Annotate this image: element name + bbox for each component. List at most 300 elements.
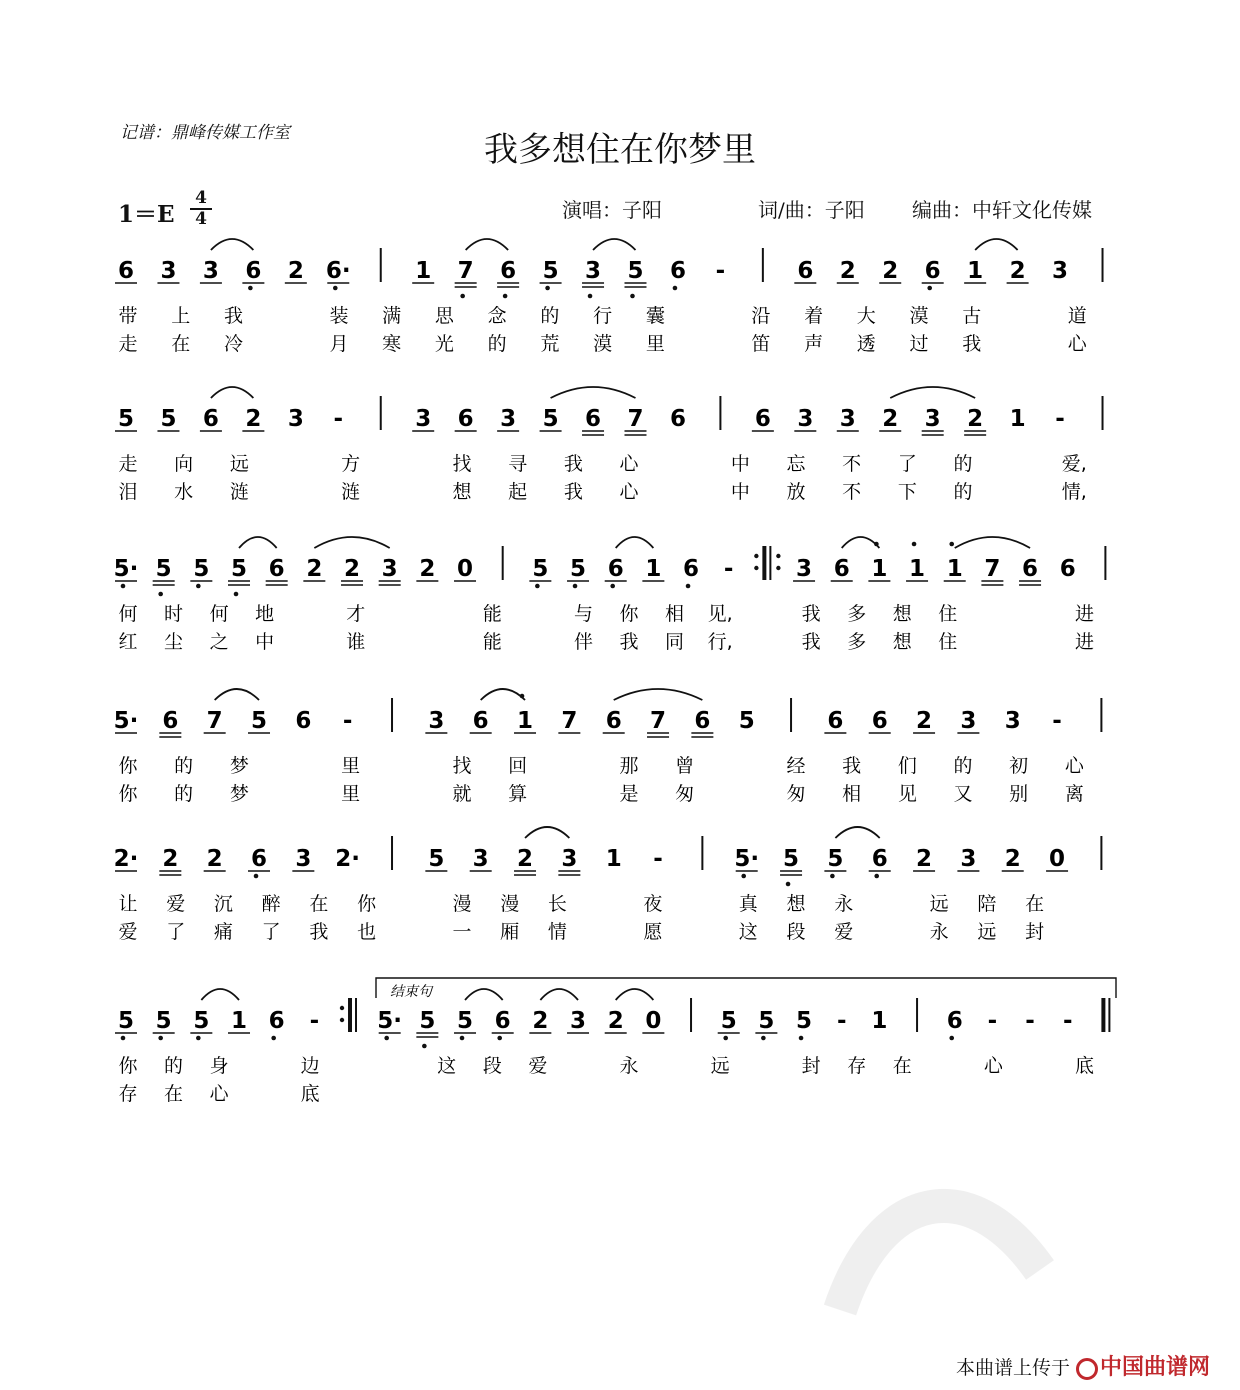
lyric-char: 囊 [645,305,665,327]
lyric-char: 封 [1025,921,1045,943]
lyric-char: 进 [1074,631,1094,653]
lyric-char: 是 [619,783,639,805]
note: 3 [797,406,814,432]
note: 5 [193,1008,210,1034]
note: 6 [607,556,624,582]
note: - [1025,1008,1035,1034]
note: - [1055,406,1065,432]
lyric-char: 涟 [229,481,249,503]
note: 6 [268,1008,285,1034]
note: 1 [645,556,662,582]
octave-low-dot [545,286,550,291]
note: 6 [494,1008,511,1034]
octave-low-dot [830,874,835,879]
note: 6 [268,556,285,582]
lyric-char: 心 [983,1055,1003,1077]
lyric-char: 别 [1009,783,1029,805]
note: - [333,406,344,432]
octave-low-dot [384,1036,389,1041]
lyric-char: 梦 [229,755,249,777]
note: - [723,556,734,582]
lyric-char: 远 [929,893,949,915]
note: 3 [428,708,445,734]
lyric-char: 醉 [261,893,281,915]
octave-low-dot [874,874,879,879]
slur [614,689,703,700]
lyric-char: 痛 [213,921,233,943]
lyric-char: 泪 [118,481,138,503]
lyric-char: 心 [209,1083,229,1105]
octave-low-dot [799,1036,804,1041]
note: 0 [457,556,474,582]
lyric-char: 寻 [508,453,528,475]
lyric-char: 走 [118,453,138,475]
slur [215,689,259,700]
lyric-char: 远 [229,453,249,475]
note: 6 [833,556,850,582]
slur [842,537,880,548]
note: - [653,846,663,872]
lyric-char: 想 [892,603,912,625]
note: 5 [532,556,549,582]
lyric-char: 忘 [786,453,806,475]
note: 3 [585,258,602,284]
upload-text: 本曲谱上传于 [955,1357,1070,1379]
note: 7 [627,406,644,432]
lyric-char: 过 [909,333,929,355]
note: 1 [909,556,926,582]
lyric-char: 的 [164,1055,184,1077]
lyric-char: 寒 [382,333,402,355]
note: 3 [561,846,578,872]
note: 2 [206,846,223,872]
lyric-char: 带 [118,305,138,327]
note: 3 [160,258,177,284]
note: 1 [605,846,622,872]
lyric-char: 地 [255,603,275,625]
note: 6 [457,406,474,432]
lyric-char: 爱, [1061,453,1087,475]
slur [835,827,879,838]
octave-low-dot [422,1044,427,1049]
octave-low-dot [460,1036,465,1041]
repeat-dot [340,1006,344,1010]
slur [239,537,277,548]
octave-low-dot [630,294,635,299]
note: 1 [517,708,534,734]
lyric-char: 经 [786,755,806,777]
lyric-char: 漫 [452,893,472,915]
lyric-char: 声 [804,333,824,355]
repeat-dot [754,566,758,570]
lyric-char: 远 [710,1055,730,1077]
note: 6 [871,846,888,872]
note: 0 [1049,846,1066,872]
note: 5 [155,1008,172,1034]
lyric-char: 里 [341,783,361,805]
note: 6 [797,258,814,284]
note: 5 [457,1008,474,1034]
note: 6 [202,406,219,432]
lyric-char: 回 [508,755,528,777]
lyric-char: 中 [730,453,750,475]
note: 2 [419,556,436,582]
lyric-char: 在 [164,1083,184,1105]
octave-low-dot [196,584,201,589]
slur [211,387,253,398]
lyric-char: 多 [847,631,867,653]
lyric-char: 了 [897,453,917,475]
lyric-char: 初 [1009,755,1029,777]
lyric-char: 你 [118,1055,138,1077]
note: 2· [335,846,361,872]
note: 5 [783,846,800,872]
lyric-char: 大 [856,305,876,327]
octave-low-dot [196,1036,201,1041]
lyric-char: 段 [482,1055,502,1077]
lyric-char: 爱 [118,921,138,943]
note: 2 [162,846,179,872]
note: 6 [669,258,686,284]
lyric-char: 向 [174,453,194,475]
lyric-char: 进 [1074,603,1094,625]
lyric-char: 了 [166,921,186,943]
lyric-char: 放 [786,481,806,503]
lyric-char: 光 [434,333,454,355]
slur [616,989,654,1000]
lyric-char: 就 [452,783,472,805]
note: 7 [650,708,667,734]
note: 3 [796,556,813,582]
lyric-char: 永 [619,1055,639,1077]
note: 2 [532,1008,549,1034]
lyric-char: 陪 [977,893,997,915]
note: 5 [193,556,210,582]
lyric-char: 月 [329,333,349,355]
lyric-char: 存 [847,1055,867,1077]
note: 1 [946,556,963,582]
note: 5 [720,1008,737,1034]
lyric-char: 时 [164,603,184,625]
octave-low-dot [610,584,615,589]
lyric-char: 你 [118,783,138,805]
slur [551,387,636,398]
note: 3 [839,406,856,432]
note: 2 [882,258,899,284]
lyric-char: 的 [174,755,194,777]
lyric-char: 装 [329,305,349,327]
key-signature: 1＝E [118,201,175,228]
lyric-char: 透 [856,333,876,355]
note: 3 [287,406,304,432]
note: 2 [882,406,899,432]
time-signature-top: 4 [195,188,207,208]
lyric-char: 了 [261,921,281,943]
lyric-char: 厢 [500,921,520,943]
lyric-char: 永 [834,893,854,915]
note: 2 [607,1008,624,1034]
lyric-char: 封 [801,1055,821,1077]
lyric-char: 之 [209,631,229,653]
note: 5 [117,1008,135,1034]
note: 3 [381,556,398,582]
lyric-char: 不 [842,453,862,475]
lyric-char: 我 [801,603,821,625]
lyric-char: 尘 [164,631,184,653]
note: 3 [1052,258,1069,284]
lyric-char: 让 [118,893,138,915]
lyric-char: 情 [547,921,567,943]
site-name[interactable]: 中国曲谱网 [1099,1355,1210,1380]
repeat-dot [340,1018,344,1022]
lyric-char: 冷 [223,333,243,355]
octave-low-dot [535,584,540,589]
lyric-char: 愿 [643,921,663,943]
octave-low-dot [234,592,239,597]
repeat-dot [754,554,758,558]
slur [211,239,253,250]
note: 6 [245,258,262,284]
site-logo-icon [1076,1358,1098,1380]
octave-low-dot [497,1036,502,1041]
octave-low-dot [271,1036,276,1041]
lyric-char: 里 [341,755,361,777]
lyric-char: 底 [300,1083,320,1105]
note: 3 [570,1008,587,1034]
lyric-char: 一 [452,921,472,943]
lyric-char: 下 [897,481,917,503]
note: - [715,258,726,284]
lyric-char: 夜 [643,893,663,915]
note: 6 [1022,556,1039,582]
note: 6 [827,708,844,734]
lyric-char: 谁 [346,631,366,653]
song-title: 我多想住在你梦里 [484,130,756,170]
note: 3 [202,258,219,284]
lyric-char: 见, [707,603,733,625]
lyric-char: 存 [118,1083,138,1105]
octave-low-dot [158,592,163,597]
lyric-char: 满 [382,305,402,327]
note: 1 [415,258,432,284]
note: 5 [827,846,844,872]
note: 5 [230,556,248,582]
arranger-credit: 编曲：中轩文化传媒 [912,198,1092,222]
lyric-char: 方 [341,453,361,475]
lyric-char: 红 [118,631,138,653]
lyric-char: 古 [962,305,982,327]
octave-low-dot [460,294,465,299]
note: 6 [946,1008,963,1034]
note: 2 [287,258,304,284]
octave-low-dot [503,294,508,299]
lyric-char: 那 [619,755,639,777]
lyric-char: 永 [929,921,949,943]
note: 5· [377,1008,403,1034]
note: 2 [245,406,262,432]
note: 2 [344,556,361,582]
lyric-char: 行 [593,305,613,327]
note: 6 [683,556,700,582]
note: 3 [295,846,312,872]
lyric-char: 想 [892,631,912,653]
lyric-char: 的 [487,333,507,355]
note: 5 [758,1008,775,1034]
singer-credit: 演唱：子阳 [562,198,662,222]
note: 1 [967,258,984,284]
lyric-char: 何 [118,603,138,625]
lyric-char: 我 [309,921,329,943]
lyric-char: 匆 [675,783,695,805]
note: 3 [960,846,977,872]
note: 5· [113,556,139,582]
slur [201,989,239,1000]
lyric-char: 离 [1064,783,1084,805]
octave-high-dot [912,542,917,547]
lyric-char: 漠 [909,305,929,327]
slur [955,537,1030,548]
note: 5 [796,1008,813,1034]
note: 3 [924,406,941,432]
octave-low-dot [588,294,593,299]
note: 6 [117,258,135,284]
lyric-char: 我 [619,631,639,653]
note: 5· [113,708,139,734]
lyric-char: 你 [357,893,377,915]
note: 1 [230,1008,248,1034]
lyric-char: 中 [255,631,275,653]
lyric-char: 在 [171,333,191,355]
lyric-char: 这 [437,1055,457,1077]
lyric-char: 我 [563,481,583,503]
lyric-char: 上 [171,305,191,327]
lyric-char: 伴 [573,631,593,653]
note: 2 [839,258,856,284]
lyric-char: 的 [174,783,194,805]
lyric-char: 情, [1061,481,1087,503]
note: 5 [570,556,587,582]
octave-low-dot [741,874,746,879]
lyric-char: 道 [1067,305,1087,327]
octave-low-dot [248,286,253,291]
lyric-char: 笛 [751,333,771,355]
lyric-char: 里 [645,333,665,355]
note: 0 [645,1008,662,1034]
note: 3 [1004,708,1021,734]
note: 6 [871,708,888,734]
octave-low-dot [121,584,126,589]
repeat-dot [776,554,780,558]
lyric-char: 漫 [500,893,520,915]
lyric-char: 底 [1074,1055,1094,1077]
lyric-char: 我 [563,453,583,475]
octave-low-dot [673,286,678,291]
lyric-char: 行, [707,631,733,653]
lyric-char: 住 [938,603,958,625]
lyric-char: 的 [953,453,973,475]
note: 6 [162,708,179,734]
octave-low-dot [158,1036,163,1041]
lyric-char: 沿 [751,305,771,327]
octave-low-dot [723,1036,728,1041]
lyric-char: 相 [665,603,685,625]
note: 6 [251,846,268,872]
note: - [309,1008,320,1034]
note: 7 [984,556,1001,582]
lyric-char: 沉 [213,893,233,915]
lyric-char: 算 [508,783,528,805]
lyric-char: 相 [842,783,862,805]
note: 5 [627,258,644,284]
note: 5 [428,846,445,872]
lyric-char: 能 [482,631,502,653]
note: 5 [419,1008,436,1034]
lyric-char: 想 [452,481,472,503]
lyric-char: 身 [209,1055,229,1077]
lyric-char: 梦 [229,783,249,805]
lyric-char: 想 [786,893,806,915]
lyric-char: 荒 [540,333,560,355]
lyric-char: 心 [1064,755,1084,777]
lyric-char: 我 [801,631,821,653]
note: - [1062,1008,1073,1034]
lyric-char: 思 [434,305,454,327]
lyric-char: 的 [540,305,560,327]
lyric-char: 在 [309,893,329,915]
lyric-char: 漠 [593,333,613,355]
note: 7 [561,708,578,734]
lyric-char: 中 [730,481,750,503]
time-signature-bottom: 4 [195,209,207,229]
octave-low-dot [333,286,338,291]
lyric-char: 真 [738,893,758,915]
note: 6 [295,708,312,734]
lyric-char: 远 [977,921,997,943]
octave-low-dot [121,1036,126,1041]
lyric-char: 不 [842,481,862,503]
lyric-char: 爱 [834,921,854,943]
lyric-char: 匆 [786,783,806,805]
note: 6· [325,258,351,284]
note: 5 [738,708,755,734]
lyric-char: 的 [953,755,973,777]
lyric-char: 见 [897,783,917,805]
slur [975,239,1017,250]
lyric-char: 念 [487,305,507,327]
ending-label: 结束句 [390,984,432,1000]
slur [525,827,569,838]
lyric-char: 爱 [528,1055,548,1077]
note: 6 [669,406,686,432]
lyric-char: 住 [938,631,958,653]
note: 1 [871,1008,888,1034]
lyricist-credit: 词/曲：子阳 [758,198,865,222]
note: 5 [160,406,177,432]
lyric-char: 也 [357,921,377,943]
note: 7 [206,708,223,734]
lyric-char: 在 [1025,893,1045,915]
note: - [987,1008,998,1034]
lyric-char: 同 [665,631,685,653]
slur [616,537,654,548]
note: 2 [1009,258,1026,284]
lyric-char: 们 [897,755,917,777]
note: 2 [1004,846,1021,872]
upload-notice [956,1350,1210,1381]
octave-low-dot [254,874,259,879]
lyric-char: 才 [346,603,366,625]
lyric-char: 我 [842,755,862,777]
